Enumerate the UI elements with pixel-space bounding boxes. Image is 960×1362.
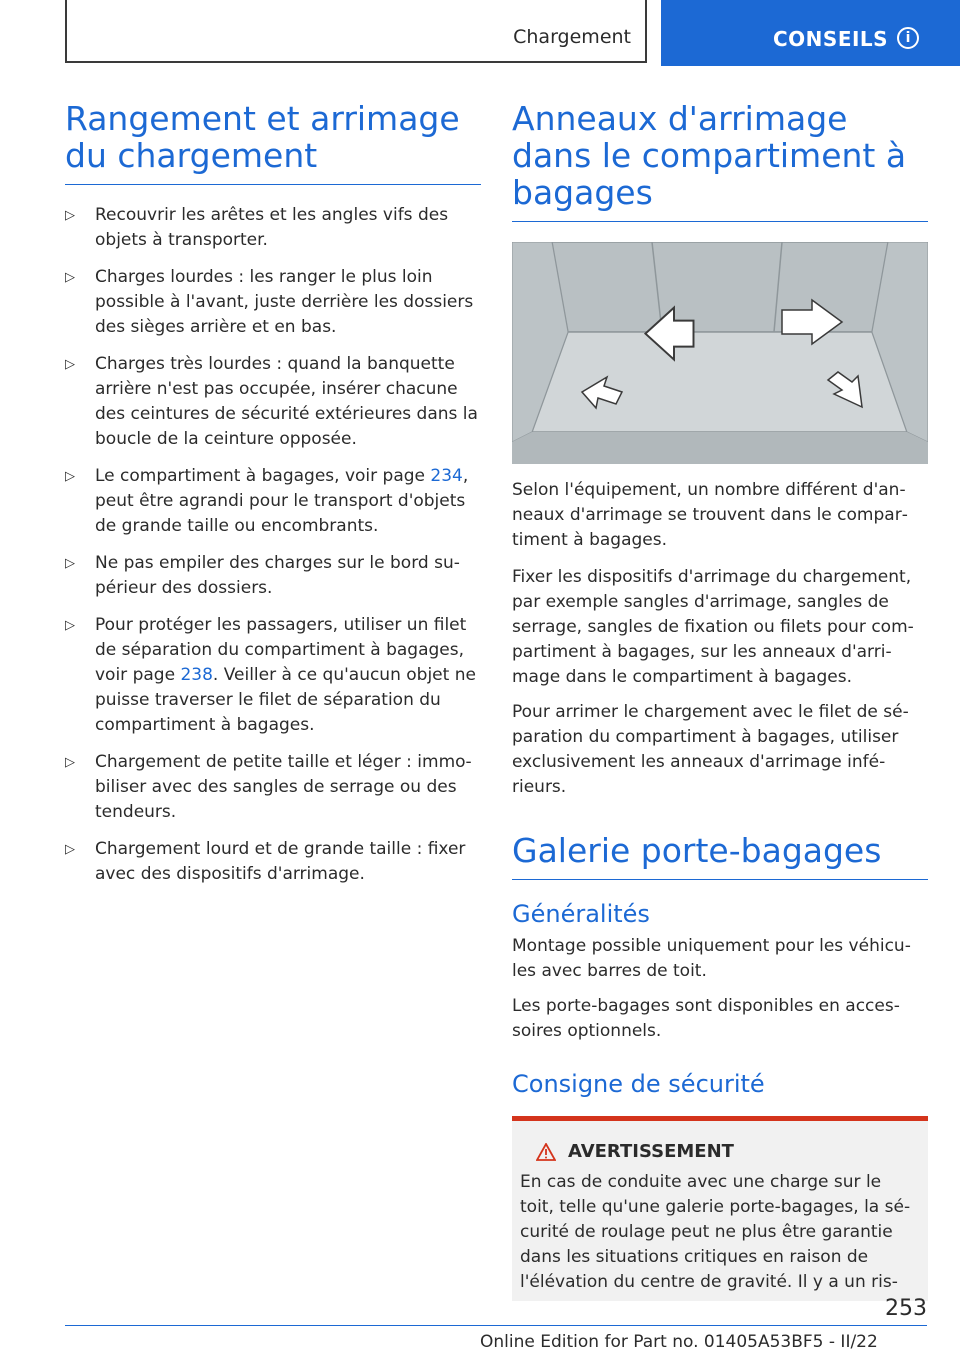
triangle-bullet-icon: ▷ [65,755,75,770]
list-item-text: Ne pas empiler des charges sur le bord supérieur des dossiers. [95,553,460,598]
footer-edition: Online Edition for Part no. 01405A53BF5 - II/22 [480,1332,878,1352]
list-item [65,613,481,738]
paragraph-accessoires: Les porte-bagages sont disponibles en accessoires optionnels. [512,996,900,1041]
list-item [65,837,481,887]
subtitle-consigne: Consigne de sécurité [512,1070,765,1098]
header-category-tab [661,0,960,66]
list-item [65,750,481,825]
trunk-illustration [512,242,928,464]
triangle-bullet-icon: ▷ [65,270,75,285]
paragraph-arrimer: Pour arrimer le chargement avec le filet de séparation du compartiment à bagages, utiliser exclusivement les anneaux d'arrimage inférieurs. [512,702,909,797]
subtitle-generalites: Généralités [512,900,650,928]
warning-box [512,1116,928,1301]
page-link-238[interactable]: 238 [180,665,213,685]
list-item-text: Chargement de petite taille et léger : immobiliser avec des sangles de serrage ou des tendeurs. [95,752,472,822]
list-item-text: Charges lourdes : les ranger le plus loin possible à l'avant, juste derrière les dossiers des sièges arrière et en bas. [95,267,474,337]
list-item-text-before: Le compartiment à bagages, voir page [95,466,431,486]
info-icon: i [897,27,919,49]
warning-triangle-icon [536,1143,556,1161]
paragraph-equipement: Selon l'équipement, un nombre différent d'anneaux d'arrimage se trouvent dans le compartiment à bagages. [512,480,908,550]
triangle-bullet-icon: ▷ [65,357,75,372]
list-item [65,352,481,452]
footer-divider [65,1325,927,1326]
warning-text: En cas de conduite avec une charge sur le toit, telle qu'une galerie porte-bagages, la sécurité de roulage peut ne plus être garantie dans les situations critiques en raison de l'élévation du centre de gravité. Il y a un ris- [520,1172,911,1292]
list-item-text-before: Pour protéger les passagers, utiliser un filet de séparation du compartiment à bagages, voir page [95,615,467,685]
list-item-text-after: . Veiller à ce qu'aucun objet ne puisse traverser le filet de séparation du compartiment à bagages. [95,665,476,735]
page-number: 253 [885,1296,927,1321]
page-link-234[interactable]: 234 [430,466,463,486]
list-item [65,265,481,340]
list-item-text: Charges très lourdes : quand la banquette arrière n'est pas occupée, insérer chacune des ceintures de sécurité extérieures dans la boucle de la ceinture opposée. [95,354,478,449]
list-item-text: Chargement lourd et de grande taille : fixer avec des dispositifs d'arrimage. [95,839,466,884]
section-title-anneaux: Anneaux d'arrimage dans le compartiment à bagages [512,100,928,222]
list-item-text-after: , peut être agrandi pour le transport d'objets de grande taille ou encombrants. [95,466,469,536]
list-item [65,203,481,253]
left-column [65,100,481,899]
paragraph-fixer: Fixer les dispositifs d'arrimage du chargement, par exemple sangles d'arrimage, sangles de serrage, sangles de fixation ou filets pour compartiment à bagages, sur les anneaux d'arrimage dans le compartiment à bagages. [512,567,914,687]
header-section-tab [65,0,647,63]
instructions-list [65,203,481,887]
list-item-text: Recouvrir les arêtes et les angles vifs des objets à transporter. [95,205,449,250]
list-item [65,464,481,539]
header-section-label: Chargement [513,26,631,48]
triangle-bullet-icon: ▷ [65,556,75,571]
right-column [512,100,928,1301]
warning-header [520,1141,918,1162]
trunk-photo [512,242,928,464]
paragraph-montage: Montage possible uniquement pour les véhicules avec barres de toit. [512,936,911,981]
triangle-bullet-icon: ▷ [65,208,75,223]
section-title-rangement: Rangement et arrimage du chargement [65,100,481,185]
list-item [65,551,481,601]
header-category-label: CONSEILS [773,27,889,51]
section-title-galerie: Galerie porte-bagages [512,832,928,880]
triangle-bullet-icon: ▷ [65,618,75,633]
triangle-bullet-icon: ▷ [65,469,75,484]
triangle-bullet-icon: ▷ [65,842,75,857]
warning-title: AVERTISSEMENT [568,1141,734,1162]
